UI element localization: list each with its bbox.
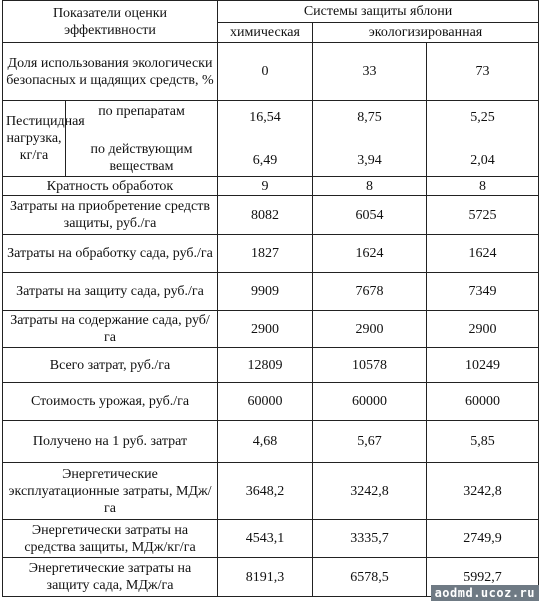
cell-ecological-1: 10578	[313, 348, 427, 383]
cell-chemical: 1827	[218, 235, 313, 273]
cell-chemical: 3648,2	[218, 463, 313, 520]
header-chemical: химическая	[218, 23, 313, 43]
cell-ecological-2: 7349	[427, 273, 539, 311]
cell-chemical: 4543,1	[218, 520, 313, 558]
table-row	[3, 520, 539, 558]
header-ecological: экологизированная	[313, 23, 539, 43]
cell-chemical: 0	[218, 43, 313, 101]
cell-ecological-2: 8	[427, 177, 539, 196]
row-label: Затраты на приобретение средств защиты, руб./га	[3, 196, 218, 235]
row-label: Получено на 1 руб. затрат	[3, 421, 218, 463]
table-row	[3, 196, 539, 235]
table-row	[3, 101, 539, 177]
cell-ecological-2: 1624	[427, 235, 539, 273]
row-label: Доля использования экологически безопасных и щадящих средств, %	[3, 43, 218, 101]
value: 8,75	[357, 109, 382, 125]
cell-ecological-1: 1624	[313, 235, 427, 273]
value: 3,94	[357, 152, 382, 168]
value: 6,49	[252, 152, 278, 168]
cell-ecological-1: 5,67	[313, 421, 427, 463]
value: 16,54	[249, 109, 281, 125]
row-label: Энергетические затраты на защиту сада, МДж/га	[3, 558, 218, 597]
cell-ecological-2: 5992,7	[427, 558, 539, 597]
row-label: Всего затрат, руб./га	[3, 348, 218, 383]
cell-ecological-1: 3335,7	[313, 520, 427, 558]
cell-chemical: 2900	[218, 311, 313, 348]
cell-chemical: 60000	[218, 383, 313, 421]
row-sublabel: по препаратам	[98, 103, 185, 119]
row-label: Энергетически затраты на средства защиты, МДж/кг/га	[3, 520, 218, 558]
cell-chemical	[218, 101, 313, 177]
cell-chemical: 9909	[218, 273, 313, 311]
row-label: Стоимость урожая, руб./га	[3, 383, 218, 421]
row-sublabel: по действующим веществам	[90, 141, 193, 174]
row-label: Пестицидная нагрузка, кг/га	[3, 101, 66, 177]
cell-ecological-1: 7678	[313, 273, 427, 311]
table-row	[3, 235, 539, 273]
value: 2,04	[470, 152, 495, 168]
table-row	[3, 383, 539, 421]
table-row	[3, 311, 539, 348]
cell-chemical: 12809	[218, 348, 313, 383]
cell-ecological-1: 2900	[313, 311, 427, 348]
cell-ecological-1: 8	[313, 177, 427, 196]
efficiency-table	[2, 0, 539, 597]
cell-ecological-2: 5,85	[427, 421, 539, 463]
row-label: Затраты на обработку сада, руб./га	[3, 235, 218, 273]
table-row	[3, 177, 539, 196]
row-label: Затраты на содержание сада, руб/га	[3, 311, 218, 348]
cell-ecological-2: 3242,8	[427, 463, 539, 520]
cell-chemical: 8191,3	[218, 558, 313, 597]
cell-ecological-1	[313, 101, 427, 177]
cell-ecological-1: 6054	[313, 196, 427, 235]
table-row	[3, 463, 539, 520]
table-row	[3, 273, 539, 311]
table-row	[3, 43, 539, 101]
row-label: Затраты на защиту сада, руб./га	[3, 273, 218, 311]
cell-ecological-1: 33	[313, 43, 427, 101]
cell-chemical: 8082	[218, 196, 313, 235]
row-sublabel-cell	[66, 101, 218, 177]
cell-ecological-2: 73	[427, 43, 539, 101]
watermark: aodmd.ucoz.ru	[431, 585, 539, 601]
cell-ecological-2: 10249	[427, 348, 539, 383]
cell-ecological-2	[427, 101, 539, 177]
row-label: Энергетические эксплуатационные затраты, МДж/га	[3, 463, 218, 520]
cell-ecological-2: 5725	[427, 196, 539, 235]
cell-ecological-1: 3242,8	[313, 463, 427, 520]
cell-ecological-2: 60000	[427, 383, 539, 421]
cell-ecological-2: 2900	[427, 311, 539, 348]
cell-chemical: 9	[218, 177, 313, 196]
cell-chemical: 4,68	[218, 421, 313, 463]
header-row-1	[3, 1, 539, 23]
table-row	[3, 421, 539, 463]
cell-ecological-1: 60000	[313, 383, 427, 421]
cell-ecological-1: 6578,5	[313, 558, 427, 597]
value: 5,25	[470, 109, 495, 125]
header-systems: Системы защиты яблони	[218, 1, 539, 23]
cell-ecological-2: 2749,9	[427, 520, 539, 558]
header-indicators: Показатели оценки эффективности	[3, 1, 218, 43]
row-label: Кратность обработок	[3, 177, 218, 196]
table-row	[3, 348, 539, 383]
